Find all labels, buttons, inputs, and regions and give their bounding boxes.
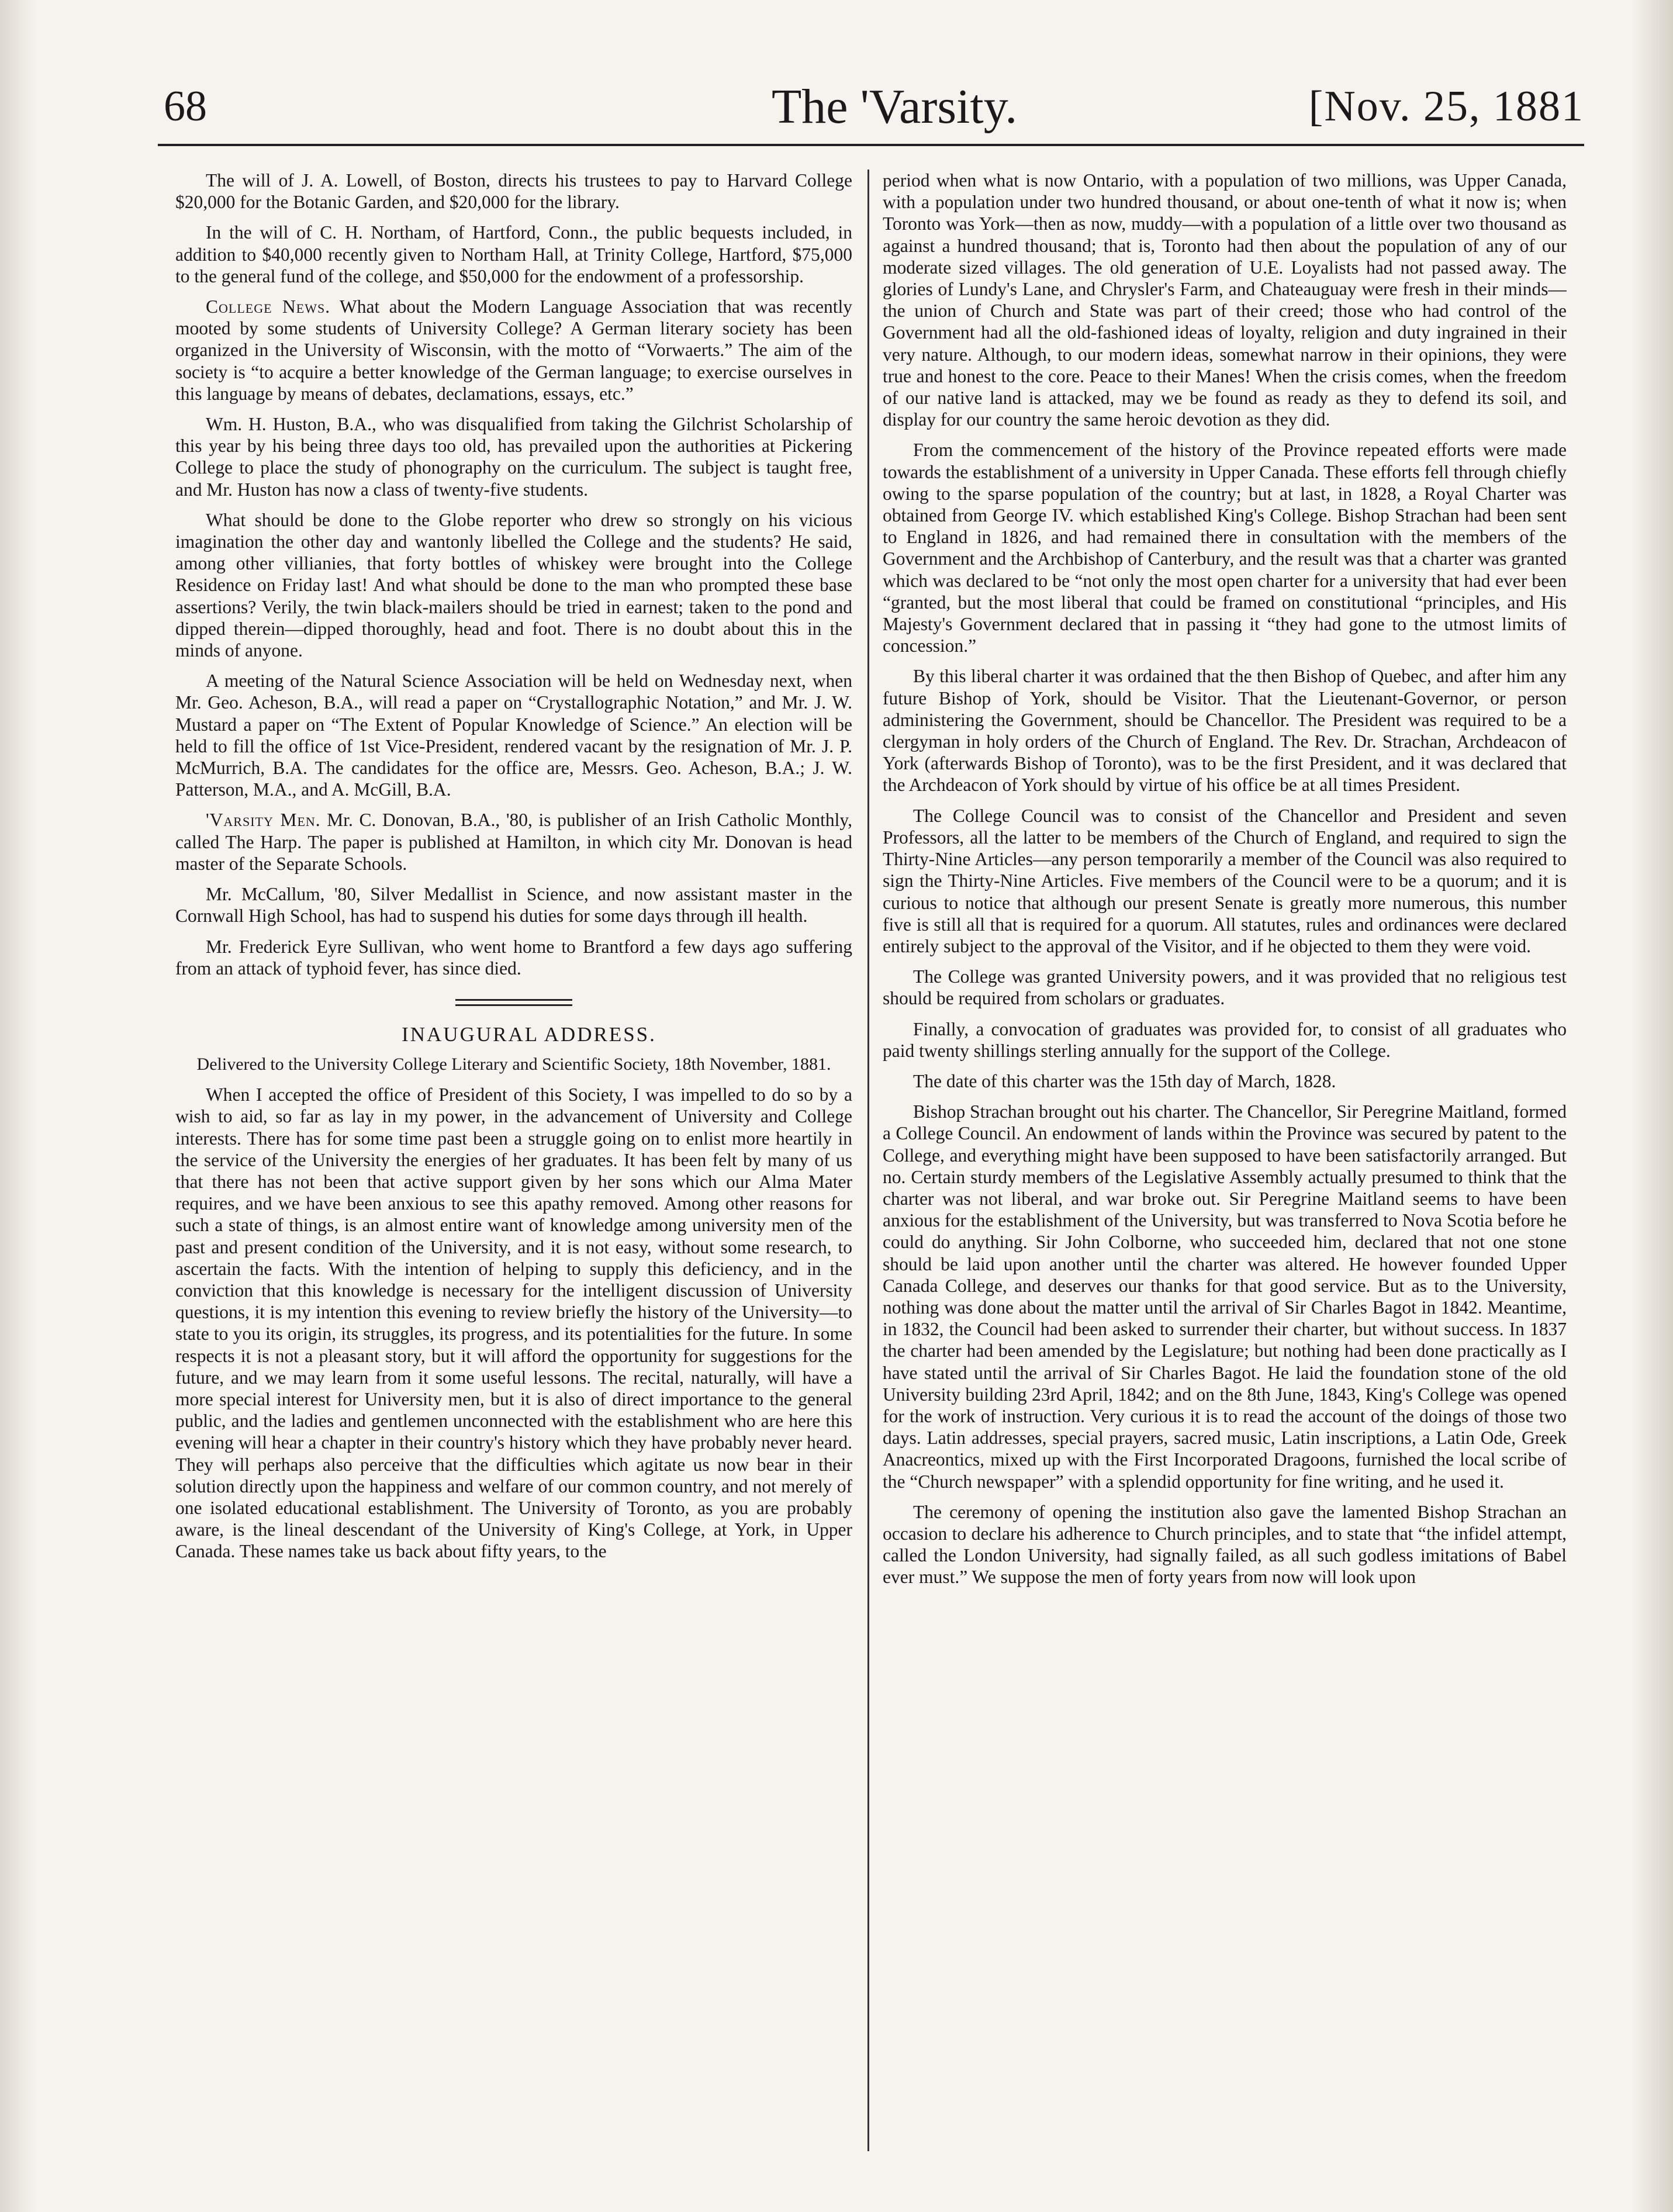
left-column [175,170,852,2157]
column-rule [867,170,869,2151]
issue-date: [Nov. 25, 1881 [1308,82,1584,130]
header-rule [158,144,1584,146]
section-heading: INAUGURAL ADDRESS. [402,1022,656,1046]
article-paragraph: The will of J. A. Lowell, of Boston, directs his trustees to pay to Harvard College $20,000 for the Botanic Garden, and $20,000 for the library. [175,170,852,213]
article-paragraph: A meeting of the Natural Science Association will be held on Wednesday next, when Mr. Geo. Acheson, B.A., will read a paper on “Crystallographic Notation,” and Mr. J. W. Mustard a paper on “The Extent of Popular Knowledge of Science.” An election will be held to fill the office of 1st Vice-President, rendered vacant by the resignation of Mr. J. P. McMurrich, B.A. The candidates for the office are, Messrs. Geo. Acheson, B.A.; J. W. Patterson, M.A., and A. McGill, B.A. [175,670,852,800]
college-news-paragraph [175,296,852,405]
address-paragraph: The date of this charter was the 15th day of March, 1828. [913,1070,1336,1091]
address-paragraph: Finally, a convocation of graduates was provided for, to consist of all graduates who paid twenty shillings sterling annually for the support of the College. [883,1018,1567,1061]
page-edge-shadow-right [1632,0,1673,2212]
page-number: 68 [164,82,207,130]
article-paragraph: Mr. Frederick Eyre Sullivan, who went home to Brantford a few days ago suffering from an attack of typhoid fever, has since died. [175,936,852,979]
address-paragraph: The College was granted University powers, and it was provided that no religious test should be required from scholars or graduates. [883,966,1567,1009]
right-column [883,170,1567,2157]
varsity-men-text: Mr. C. Donovan, B.A., '80, is publisher of an Irish Catholic Monthly, called The Harp. The paper is published at Hamilton, in which city Mr. Donovan is head master of the Separate Schools. [175,810,852,874]
varsity-men-lead: 'Varsity Men. [206,810,321,831]
varsity-men-paragraph [175,809,852,875]
article-paragraph: In the will of C. H. Northam, of Hartford, Conn., the public bequests included, in addition to $40,000 recently given to Northam Hall, at Trinity College, Hartford, $75,000 to the general fund of the college, and $50,000 for the endowment of a professorship. [175,222,852,286]
college-news-lead: College News. [206,296,331,317]
page-header [158,70,1584,134]
article-paragraph: Mr. McCallum, '80, Silver Medallist in Science, and now assistant master in the Cornwall High School, has had to suspend his duties for some days through ill health. [175,884,852,927]
section-subheading: Delivered to the University College Literary and Scientific Society, 18th November, 1881. [196,1055,831,1074]
address-paragraph: By this liberal charter it was ordained that the then Bishop of Quebec, and after him any future Bishop of York, should be Visitor. That the Lieutenant-Governor, or person administering the Government, should be Chancellor. The President was required to be a clergyman in holy orders of the Church of England. The Rev. Dr. Strachan, Archdeacon of York (afterwards Bishop of Toronto), was to be the first President, and it was declared that the Archdeacon of York should by virtue of his office be at all times President. [883,666,1567,796]
page-edge-shadow-left [0,0,35,2212]
article-paragraph: Wm. H. Huston, B.A., who was disqualified from taking the Gilchrist Scholarship of this year by his being three days too old, has prevailed upon the authorities at Pickering College to place the study of phonography on the curriculum. The subject is taught free, and Mr. Huston has now a class of twenty-five students. [175,414,852,500]
section-divider [455,999,572,1006]
article-paragraph: What should be done to the Globe reporter who drew so strongly on his vicious imagination the other day and wantonly libelled the College and the students? He said, among other villianies, that forty bottles of whiskey were brought into the College Residence on Friday last! And what should be done to the man who prompted these base assertions? Verily, the twin black-mailers should be tried in earnest; taken to the pond and dipped therein—dipped thoroughly, head and foot. There is no doubt about this in the minds of anyone. [175,509,852,661]
address-paragraph: The ceremony of opening the institution also gave the lamented Bishop Strachan an occasion to declare his adherence to Church principles, and to state that “the infidel attempt, called the London University, had signally failed, as all such godless imitations of Babel ever must.” We suppose the men of forty years from now will look upon [883,1501,1567,1588]
masthead-title: The 'Varsity. [772,80,1018,134]
college-news-text: What about the Modern Language Association that was recently mooted by some students of University College? A German literary society has been organized in the University of Wisconsin, with the motto of “Vorwaerts.” The aim of the society is “to acquire a better knowledge of the German language; to exercise ourselves in this language by means of debates, declamations, essays, etc.” [175,296,852,404]
address-continuation-paragraph: period when what is now Ontario, with a population of two millions, was Upper Canada, with a population under two hundred thousand, or about one-tenth of what it now is; when Toronto was York—then as now, muddy—with a population of a little over two thousand as against a hundred thousand; that is, Toronto had then about the population of any of our moderate sized villages. The old generation of U.E. Loyalists had not passed away. The glories of Lundy's Lane, and Chrysler's Farm, and Chateauguay were fresh in their minds—the union of Church and State was part of their creed; those who had control of the Government had all the old-fashioned ideas of loyalty, religion and duty ingrained in their very nature. Although, to our modern ideas, somewhat narrow in their opinions, they were true and honest to the core. Peace to their Manes! When the crisis comes, when the freedom of our native land is attacked, may we be found as ready as they to defend its soil, and display for our country the same heroic devotion as they did. [883,170,1567,430]
address-paragraph: Bishop Strachan brought out his charter. The Chancellor, Sir Peregrine Maitland, formed a College Council. An endowment of lands within the Province was secured by patent to the College, and everything might have been supposed to have been satisfactorily arranged. But no. Certain sturdy members of the Legislative Assembly actually presumed to think that the charter was not liberal, and war broke out. Sir Peregrine Maitland seems to have been anxious for the establishment of the University, but was transferred to Nova Scotia before he could do anything. Sir John Colborne, who succeeded him, declared that not one stone should be laid upon another until the charter was altered. He however founded Upper Canada College, and deserves our thanks for that good service. But as to the University, nothing was done about the matter until the arrival of Sir Charles Bagot in 1842. Meantime, in 1832, the Council had been asked to surrender their charter, but without success. In 1837 the charter had been amended by the Legislature; but nothing had been done practically as I have stated until the arrival of Sir Charles Bagot. He laid the foundation stone of the old University building 23rd April, 1842; and on the 8th June, 1843, King's College was opened for the work of instruction. Very curious it is to read the account of the doings of those two days. Latin addresses, special prayers, sacred music, Latin inscriptions, a Latin Ode, Greek Anacreontics, mixed up with the First Incorporated Dragoons, furnished the local scribe of the “Church newspaper” with a splendid opportunity for fine writing, and he used it. [883,1101,1567,1492]
address-paragraph: From the commencement of the history of the Province repeated efforts were made towards the establishment of a university in Upper Canada. These efforts fell through chiefly owing to the sparse population of the country; but at last, in 1828, a Royal Charter was obtained from George IV. which established King's College. Bishop Strachan had been sent to England in 1826, and had remained there in consultation with the members of the Government and the Archbishop of Canterbury, and the result was that a charter was granted which was declared to be “not only the most open charter for a university that had ever been “granted, but the most liberal that could be framed on constitutional “principles, and His Majesty's Government declared that in passing it “they had gone to the utmost limits of concession.” [883,440,1567,656]
address-opening-paragraph: When I accepted the office of President of this Society, I was impelled to do so by a wish to aid, so far as lay in my power, in the advancement of University and College interests. There has for some time past been a struggle going on to enlist more heartily in the service of the University the energies of her graduates. It has been felt by many of us that there has not been that active support given by her sons which our Alma Mater requires, and we have been anxious to see this apathy removed. Among other reasons for such a state of things, is an almost entire want of knowledge among university men of the past and present condition of the University, and it is not easy, without some research, to ascertain the facts. With the intention of helping to supply this deficiency, and in the conviction that this knowledge is necessary for the intelligent discussion of University questions, it is my intention this evening to review briefly the history of the University—to state to you its origin, its struggles, its progress, and its potentialities for the future. In some respects it is not a pleasant story, but it will afford the opportunity for suggestions for the future, and we may learn from it some useful lessons. The recital, naturally, will have a more special interest for University men, but it is also of direct importance to the general public, and the ladies and gentlemen unconnected with the establishment who are here this evening will hear a chapter in their country's history which they have probably never heard. They will perhaps also perceive that the difficulties which agitate us now bear in their solution directly upon the happiness and welfare of our common country, and not merely of one isolated educational establishment. The University of Toronto, as you are probably aware, is the lineal descendant of the University of King's College, at York, in Upper Canada. These names take us back about fifty years, to the [175,1084,852,1562]
address-paragraph: The College Council was to consist of the Chancellor and President and seven Professors, all the latter to be members of the Church of England, and required to sign the Thirty-Nine Articles—any person temporarily a member of the Council was also required to sign the Thirty-Nine Articles. Five members of the Council were to be a quorum; and it is curious to notice that although our present Senate is greatly more numerous, this number five is still all that is required for a quorum. All statutes, rules and ordinances were declared entirely subject to the approval of the Visitor, and if he objected to them they were void. [883,805,1567,956]
